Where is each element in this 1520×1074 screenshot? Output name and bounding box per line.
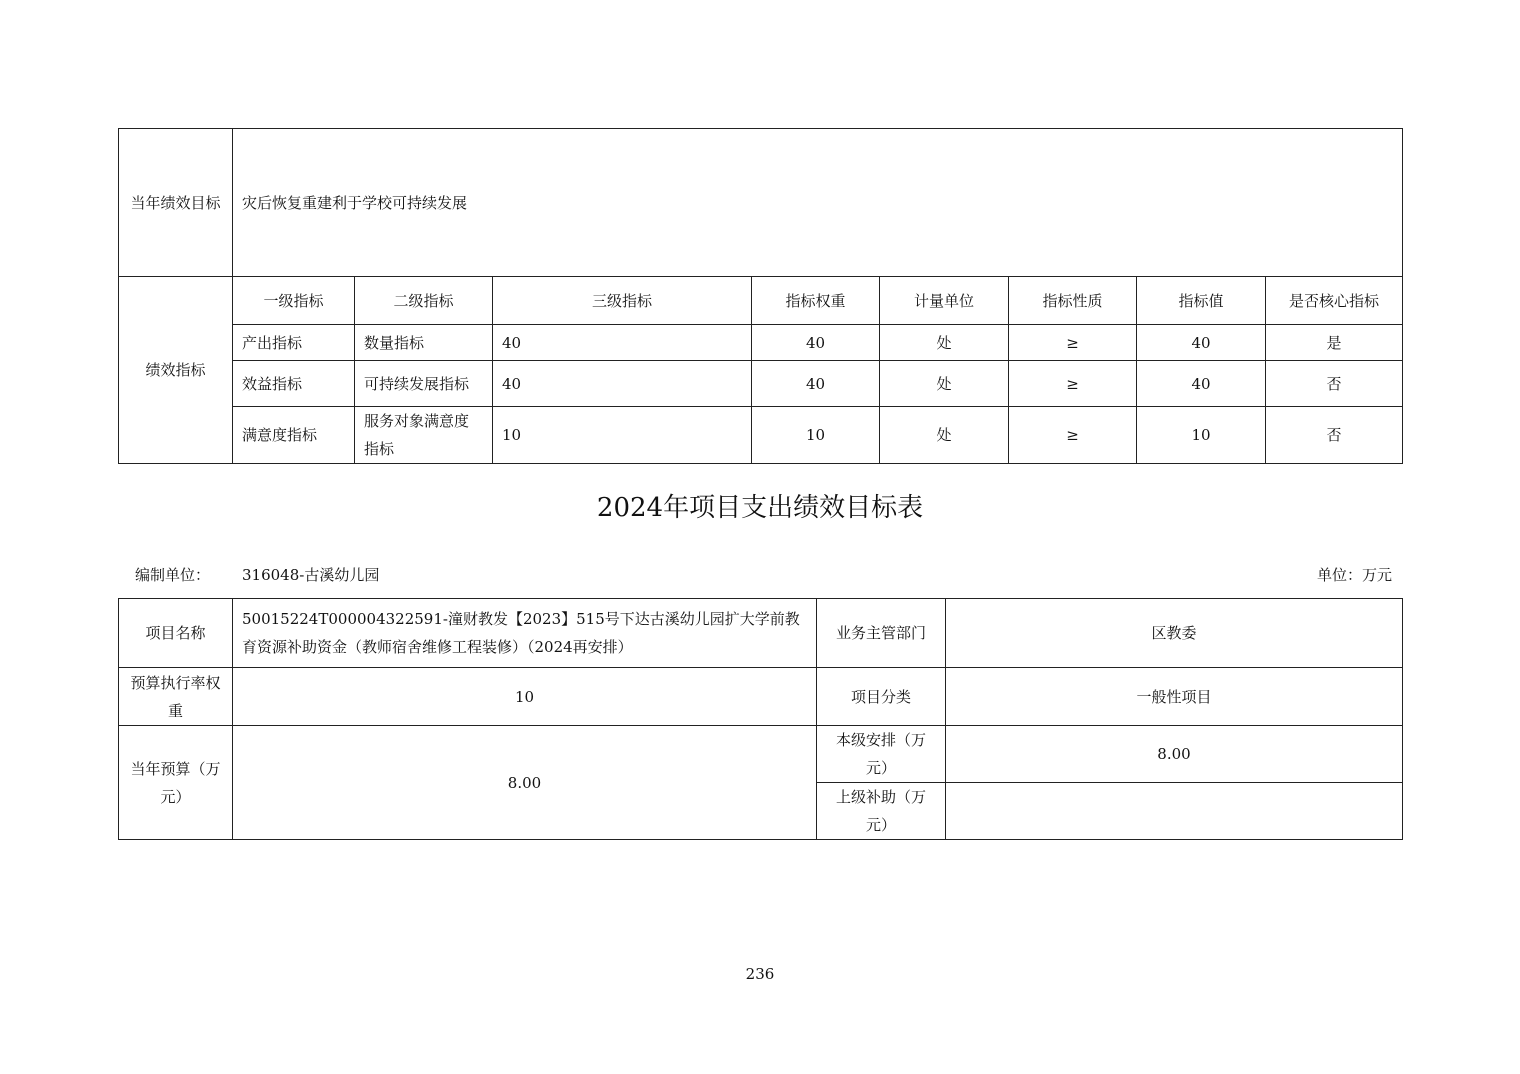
- upper-value: [946, 783, 1403, 840]
- cell-level1: 产出指标: [233, 325, 355, 361]
- table-row: [119, 325, 1403, 361]
- cell-unit: 处: [880, 325, 1009, 361]
- weight-label: 预算执行率权重: [119, 668, 233, 726]
- cell-value: 10: [1137, 407, 1266, 464]
- dept-value: 区教委: [946, 599, 1403, 668]
- header-value: 指标值: [1137, 277, 1266, 325]
- unit-label: 编制单位：: [135, 566, 211, 584]
- cell-level2: 服务对象满意度指标: [355, 407, 493, 464]
- cell-weight: 40: [752, 361, 880, 407]
- cell-level3: 40: [493, 325, 752, 361]
- cell-nature: ≥: [1009, 407, 1137, 464]
- cell-level3: 40: [493, 361, 752, 407]
- cell-value: 40: [1137, 361, 1266, 407]
- dept-label: 业务主管部门: [817, 599, 946, 668]
- category-value: 一般性项目: [946, 668, 1403, 726]
- header-nature: 指标性质: [1009, 277, 1137, 325]
- project-name-label: 项目名称: [119, 599, 233, 668]
- header-level1: 一级指标: [233, 277, 355, 325]
- goal-text: 灾后恢复重建利于学校可持续发展: [233, 129, 1403, 277]
- cell-level3: 10: [493, 407, 752, 464]
- cell-core: 是: [1266, 325, 1403, 361]
- cell-nature: ≥: [1009, 361, 1137, 407]
- cell-level2: 可持续发展指标: [355, 361, 493, 407]
- table-row: [119, 361, 1403, 407]
- budget-value: 8.00: [233, 726, 817, 840]
- cell-weight: 10: [752, 407, 880, 464]
- cell-unit: 处: [880, 407, 1009, 464]
- performance-goal-table: [118, 128, 1403, 464]
- cell-value: 40: [1137, 325, 1266, 361]
- indicator-label: 绩效指标: [119, 277, 233, 464]
- cell-unit: 处: [880, 361, 1009, 407]
- cell-level1: 满意度指标: [233, 407, 355, 464]
- cell-core: 否: [1266, 361, 1403, 407]
- project-info-table: [118, 598, 1403, 840]
- header-core: 是否核心指标: [1266, 277, 1403, 325]
- currency-unit: 单位：万元: [1316, 566, 1392, 584]
- header-weight: 指标权重: [752, 277, 880, 325]
- cell-nature: ≥: [1009, 325, 1137, 361]
- goal-label: 当年绩效目标: [119, 129, 233, 277]
- budget-label: 当年预算（万元）: [119, 726, 233, 840]
- project-name-value: 50015224T000004322591-潼财教发【2023】515号下达古溪幼儿园扩大学前教育资源补助资金（教师宿舍维修工程装修）（2024再安排）: [233, 599, 817, 668]
- category-label: 项目分类: [817, 668, 946, 726]
- cell-core: 否: [1266, 407, 1403, 464]
- page-number: 236: [745, 965, 775, 983]
- table-row: [119, 407, 1403, 464]
- local-value: 8.00: [946, 726, 1403, 783]
- cell-weight: 40: [752, 325, 880, 361]
- cell-level2: 数量指标: [355, 325, 493, 361]
- cell-level1: 效益指标: [233, 361, 355, 407]
- header-unit: 计量单位: [880, 277, 1009, 325]
- local-label: 本级安排（万元）: [817, 726, 946, 783]
- upper-label: 上级补助（万元）: [817, 783, 946, 840]
- section-title: 2024年项目支出绩效目标表: [596, 493, 924, 523]
- header-level2: 二级指标: [355, 277, 493, 325]
- weight-value: 10: [233, 668, 817, 726]
- header-level3: 三级指标: [493, 277, 752, 325]
- unit-value: 316048-古溪幼儿园: [242, 566, 380, 584]
